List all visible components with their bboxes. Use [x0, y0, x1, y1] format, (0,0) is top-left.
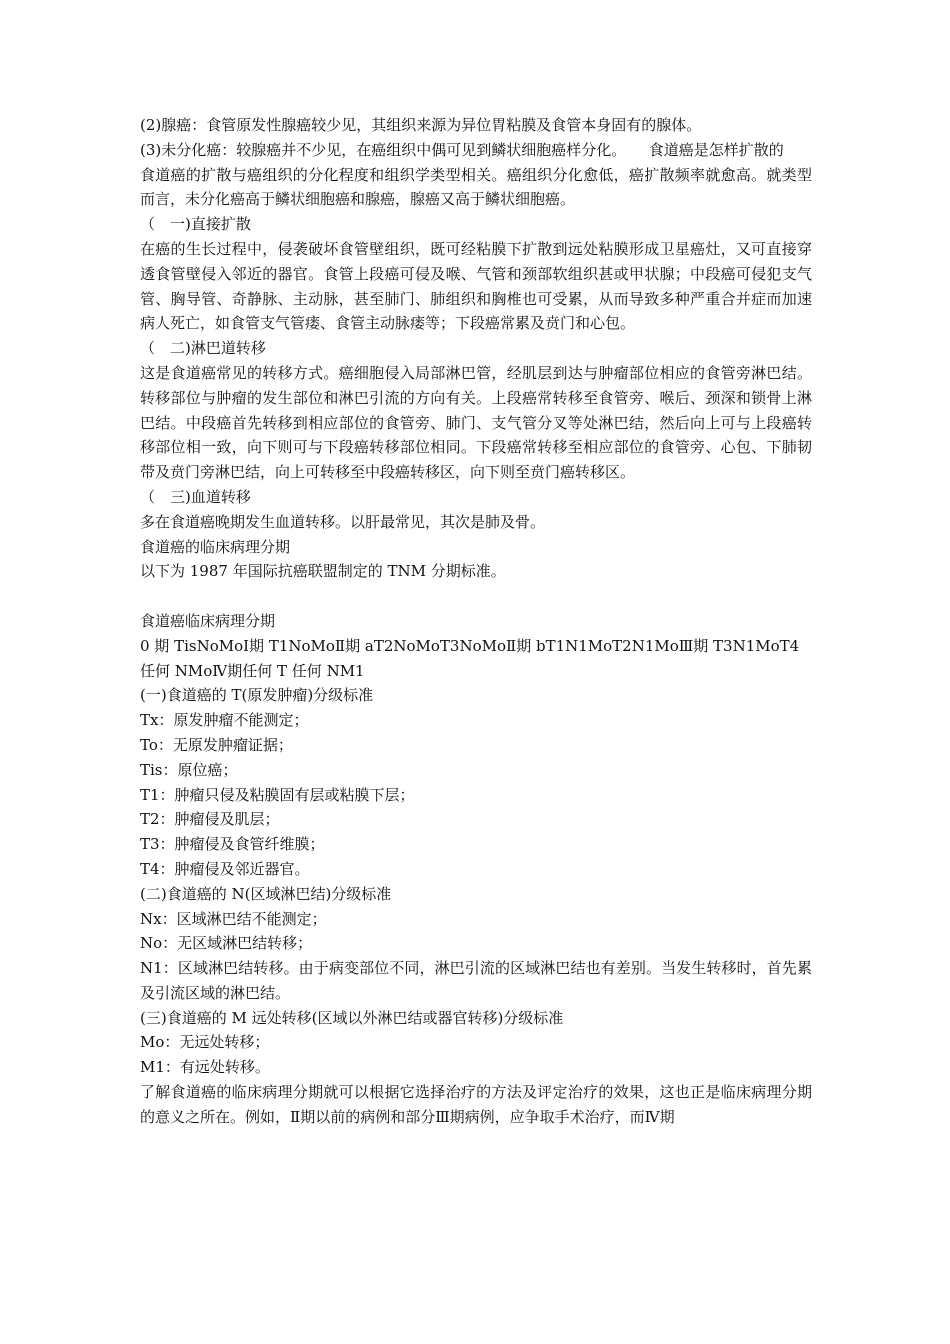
heading-lymphatic-metastasis: （ 二)淋巴道转移	[140, 339, 266, 358]
list-item-n1: N1：区域淋巴结转移。由于病变部位不同，淋巴引流的区域淋巴结也有差别。当发生转移时，首先累及引流区域的淋巴结。	[140, 959, 812, 1002]
list-item-to: To：无原发肿瘤证据；	[140, 735, 293, 754]
list-item-tx: Tx：原发肿瘤不能测定；	[140, 711, 309, 730]
list-item-tis: Tis：原位癌；	[140, 760, 238, 779]
list-item-t2: T2：肿瘤侵及肌层；	[140, 810, 280, 829]
list-item-t4: T4：肿瘤侵及邻近器官。	[140, 859, 310, 878]
list-item-t3: T3：肿瘤侵及食管纤维膜；	[140, 835, 325, 854]
blank-line	[140, 584, 812, 609]
heading-t-classification: (一)食道癌的 T(原发肿瘤)分级标准	[140, 686, 374, 705]
paragraph-tnm-intro: 以下为 1987 年国际抗癌联盟制定的 TNM 分期标准。	[140, 562, 506, 581]
paragraph-lymphatic-metastasis: 这是食道癌常见的转移方式。癌细胞侵入局部淋巴管，经肌层到达与肿瘤部位相应的食管旁淋巴结。转移部位与肿瘤的发生部位和淋巴引流的方向有关。上段癌常转移至食管旁、喉后、颈深和锁骨上淋巴结。中段癌首先转移到相应部位的食管旁、肺门、支气管分叉等处淋巴结，然后向上可与上段癌转移部位相一致，向下则可与下段癌转移部位相同。下段癌常转移至相应部位的食管旁、心包、下肺韧带及贲门旁淋巴结，向上可转移至中段癌转移区，向下则至贲门癌转移区。	[140, 363, 812, 482]
paragraph-adenocarcinoma: (2)腺癌：食管原发性腺癌较少见，其组织来源为异位胃粘膜及食管本身固有的腺体。	[140, 116, 702, 134]
list-item-t1: T1：肿瘤只侵及粘膜固有层或粘膜下层；	[140, 785, 415, 804]
paragraph-undifferentiated-carcinoma: (3)未分化癌：较腺癌并不少见，在癌组织中偶可见到鳞状细胞癌样分化。 食道癌是怎样扩散的	[140, 140, 784, 159]
heading-n-classification: (二)食道癌的 N(区域淋巴结)分级标准	[140, 884, 392, 903]
paragraph-direct-spread: 在癌的生长过程中，侵袭破坏食管壁组织，既可经粘膜下扩散到远处粘膜形成卫星癌灶，又可直接穿透食管壁侵入邻近的器官。食管上段癌可侵及喉、气管和颈部软组织甚或甲状腺；中段癌可侵犯支气管、胸导管、奇静脉、主动脉，甚至肺门、肺组织和胸椎也可受累，从而导致多种严重合并症而加速病人死亡，如食管支气管瘘、食管主动脉瘘等；下段癌常累及贲门和心包。	[140, 239, 812, 333]
paragraph-stage-list: 0 期 TisNoMoⅠ期 T1NoMoⅡ期 aT2NoMoT3NoMoⅡ期 bT1N1MoT2N1MoⅢ期 T3N1MoT4 任何 NMoⅣ期任何 T 任何 NM1	[140, 636, 800, 680]
paragraph-spread-overview: 食道癌的扩散与癌组织的分化程度和组织学类型相关。癌组织分化愈低，癌扩散频率就愈高。就类型而言，未分化癌高于鳞状细胞癌和腺癌，腺癌又高于鳞状细胞癌。	[140, 165, 812, 209]
heading-direct-spread: （ 一)直接扩散	[140, 215, 251, 234]
list-item-no: No：无区域淋巴结转移；	[140, 934, 313, 953]
paragraph-staging-significance: 了解食道癌的临床病理分期就可以根据它选择治疗的方法及评定治疗的效果，这也正是临床病理分期的意义之所在。例如，Ⅱ期以前的病例和部分Ⅲ期病例，应争取手术治疗，而Ⅳ期	[140, 1083, 812, 1126]
heading-m-classification: (三)食道癌的 M 远处转移(区域以外淋巴结或器官转移)分级标准	[140, 1008, 564, 1027]
heading-clinical-staging: 食道癌的临床病理分期	[140, 537, 291, 556]
list-item-nx: Nx：区域淋巴结不能测定；	[140, 909, 327, 928]
heading-staging-table: 食道癌临床病理分期	[140, 611, 276, 630]
paragraph-hematogenous-metastasis: 多在食道癌晚期发生血道转移。以肝最常见，其次是肺及骨。	[140, 512, 546, 531]
document-body	[140, 113, 812, 1130]
list-item-mo: Mo：无远处转移；	[140, 1033, 270, 1052]
heading-hematogenous-metastasis: （ 三)血道转移	[140, 487, 251, 506]
list-item-m1: M1：有远处转移。	[140, 1058, 270, 1077]
